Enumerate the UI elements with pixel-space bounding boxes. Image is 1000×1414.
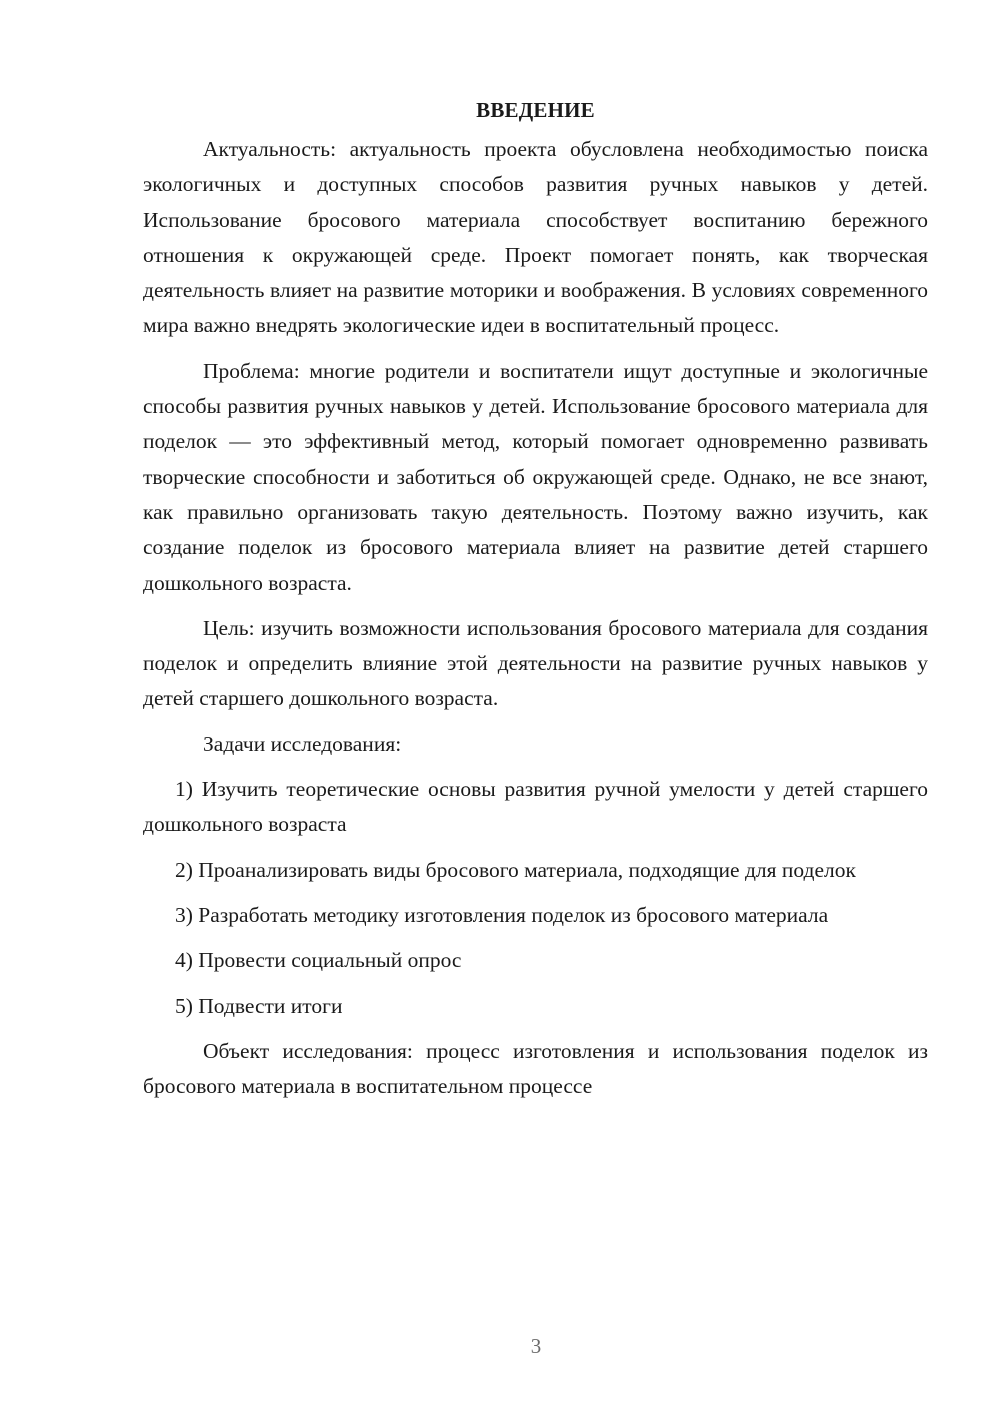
goal-paragraph: Цель: изучить возможности использования бросового материала для создания поделок и определить влияние этой деятельности на развитие ручных навыков у детей старшего дошкольного возраста. [143,615,928,711]
section-heading: ВВЕДЕНИЕ [476,98,595,122]
page-content [143,92,928,1114]
problem-paragraph: Проблема: многие родители и воспитатели ищут доступные и экологичные способы развития ручных навыков у детей. Использование бросового материала для поделок — это эффективный метод, который помогает одновременно развивать творческие способности и заботиться об окружающей среде. Однако, не все знают, как правильно организовать такую деятельность. Поэтому важно изучить, как создание поделок из бросового материала влияет на развитие детей старшего дошкольного возраста. [143,358,928,595]
relevance-paragraph: Актуальность: актуальность проекта обусловлена необходимостью поиска экологичных и доступных способов развития ручных навыков у детей. Использование бросового материала способствует воспитанию бережного отношения к окружающей среде. Проект помогает понять, как творческая деятельность влияет на развитие моторики и воображения. В условиях современного мира важно внедрять экологические идеи в воспитательный процесс. [143,137,928,338]
object-paragraph: Объект исследования: процесс изготовления и использования поделок из бросового материала в воспитательном процессе [143,1038,928,1099]
task-item-3: 3) Разработать методику изготовления поделок из бросового материала [175,902,829,927]
task-item-2: 2) Проанализировать виды бросового материала, подходящие для поделок [175,857,856,882]
task-item-1: 1) Изучить теоретические основы развития ручной умелости у детей старшего дошкольного возраста [143,777,928,837]
tasks-title: Задачи исследования: [203,731,402,756]
task-item-4: 4) Провести социальный опрос [175,948,462,973]
task-item-5: 5) Подвести итоги [175,993,343,1018]
page-number: 3 [530,1334,542,1358]
